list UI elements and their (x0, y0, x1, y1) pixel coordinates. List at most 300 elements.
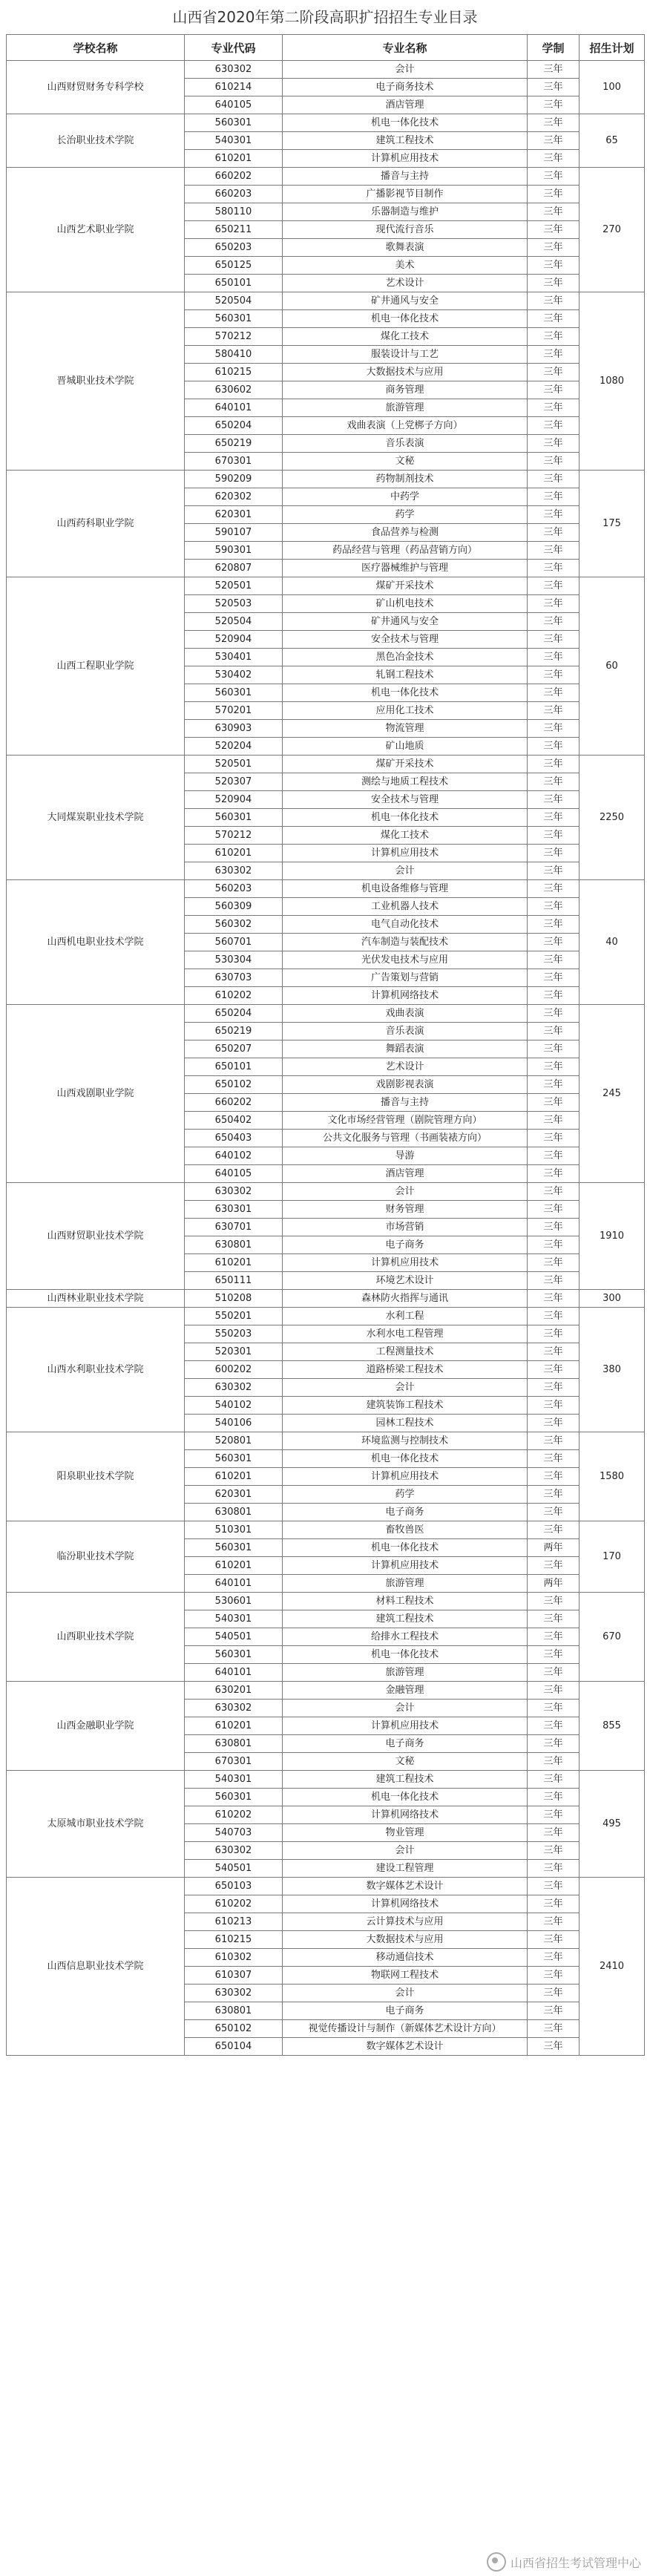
major-code-cell: 540301 (185, 132, 283, 150)
duration-cell: 三年 (528, 1397, 580, 1415)
duration-cell: 三年 (528, 1165, 580, 1183)
duration-cell: 三年 (528, 916, 580, 934)
major-code-cell: 560301 (185, 114, 283, 132)
major-code-cell: 660202 (185, 168, 283, 186)
duration-cell: 三年 (528, 1878, 580, 1895)
major-name-cell: 会计 (283, 61, 528, 79)
major-name-cell: 煤矿开采技术 (283, 577, 528, 595)
major-code-cell: 570212 (185, 827, 283, 845)
duration-cell: 三年 (528, 488, 580, 506)
major-name-cell: 电子商务 (283, 2002, 528, 2020)
major-code-cell: 540501 (185, 1628, 283, 1646)
major-name-cell: 环境艺术设计 (283, 1272, 528, 1290)
major-name-cell: 广告策划与营销 (283, 969, 528, 987)
major-name-cell: 计算机应用技术 (283, 1557, 528, 1575)
duration-cell: 三年 (528, 168, 580, 186)
school-name-cell: 山西职业技术学院 (7, 1593, 185, 1682)
major-code-cell: 610201 (185, 845, 283, 862)
major-name-cell: 建筑装饰工程技术 (283, 1397, 528, 1415)
major-code-cell: 630301 (185, 1201, 283, 1219)
enrollment-plan-cell: 495 (580, 1771, 645, 1878)
major-code-cell: 650402 (185, 1112, 283, 1130)
duration-cell: 三年 (528, 132, 580, 150)
table-row (7, 880, 645, 898)
major-name-cell: 黑色冶金技术 (283, 649, 528, 666)
major-name-cell: 工业机器人技术 (283, 898, 528, 916)
school-name-cell: 大同煤炭职业技术学院 (7, 756, 185, 880)
duration-cell: 三年 (528, 1753, 580, 1771)
major-name-cell: 建筑工程技术 (283, 132, 528, 150)
school-name-cell: 山西戏剧职业学院 (7, 1005, 185, 1183)
major-name-cell: 导游 (283, 1147, 528, 1165)
duration-cell: 三年 (528, 560, 580, 577)
major-name-cell: 旅游管理 (283, 1664, 528, 1682)
duration-cell: 三年 (528, 1682, 580, 1700)
duration-cell: 三年 (528, 1450, 580, 1468)
major-code-cell: 590209 (185, 471, 283, 488)
major-name-cell: 计算机应用技术 (283, 150, 528, 168)
duration-cell: 三年 (528, 720, 580, 738)
major-name-cell: 物业管理 (283, 1824, 528, 1842)
major-name-cell: 戏剧影视表演 (283, 1076, 528, 1094)
major-name-cell: 机电一体化技术 (283, 1539, 528, 1557)
duration-cell: 三年 (528, 1824, 580, 1842)
duration-cell: 三年 (528, 1504, 580, 1521)
major-name-cell: 道路桥梁工程技术 (283, 1361, 528, 1379)
header-plan: 招生计划 (580, 35, 645, 61)
major-code-cell: 610201 (185, 1717, 283, 1735)
major-name-cell: 大数据技术与应用 (283, 1931, 528, 1949)
major-name-cell: 计算机网络技术 (283, 987, 528, 1005)
school-name-cell: 晋城职业技术学院 (7, 292, 185, 471)
table-row (7, 61, 645, 79)
school-name-cell: 山西水利职业技术学院 (7, 1308, 185, 1432)
enrollment-plan-cell: 2410 (580, 1878, 645, 2056)
duration-cell: 三年 (528, 862, 580, 880)
duration-cell: 三年 (528, 2020, 580, 2038)
duration-cell: 三年 (528, 1949, 580, 1967)
major-name-cell: 机电一体化技术 (283, 1646, 528, 1664)
major-name-cell: 矿山地质 (283, 738, 528, 756)
major-code-cell: 650211 (185, 221, 283, 239)
major-code-cell: 560701 (185, 934, 283, 951)
duration-cell: 三年 (528, 951, 580, 969)
major-code-cell: 650125 (185, 257, 283, 275)
major-name-cell: 云计算技术与应用 (283, 1913, 528, 1931)
major-code-cell: 620301 (185, 506, 283, 524)
duration-cell: 三年 (528, 1076, 580, 1094)
major-code-cell: 520501 (185, 756, 283, 773)
major-code-cell: 520904 (185, 631, 283, 649)
major-code-cell: 630302 (185, 862, 283, 880)
duration-cell: 三年 (528, 417, 580, 435)
watermark-text: 山西省招生考试管理中心 (510, 2555, 641, 2570)
duration-cell: 三年 (528, 577, 580, 595)
major-name-cell: 播音与主持 (283, 168, 528, 186)
major-name-cell: 音乐表演 (283, 1023, 528, 1040)
major-code-cell: 630302 (185, 1985, 283, 2002)
major-code-cell: 630701 (185, 1219, 283, 1236)
major-code-cell: 520501 (185, 577, 283, 595)
duration-cell: 三年 (528, 435, 580, 453)
major-code-cell: 610213 (185, 1913, 283, 1931)
major-name-cell: 现代流行音乐 (283, 221, 528, 239)
duration-cell: 三年 (528, 1646, 580, 1664)
major-name-cell: 煤化工技术 (283, 827, 528, 845)
major-name-cell: 电气自动化技术 (283, 916, 528, 934)
duration-cell: 三年 (528, 1432, 580, 1450)
major-name-cell: 机电一体化技术 (283, 809, 528, 827)
wechat-logo-icon (487, 2552, 506, 2572)
major-name-cell: 戏曲表演（上党梆子方向） (283, 417, 528, 435)
major-name-cell: 建筑工程技术 (283, 1771, 528, 1789)
duration-cell: 三年 (528, 1771, 580, 1789)
duration-cell: 三年 (528, 1860, 580, 1878)
major-name-cell: 音乐表演 (283, 435, 528, 453)
duration-cell: 三年 (528, 1023, 580, 1040)
duration-cell: 三年 (528, 1628, 580, 1646)
major-name-cell: 艺术设计 (283, 275, 528, 292)
major-name-cell: 机电一体化技术 (283, 684, 528, 702)
enrollment-plan-cell: 670 (580, 1593, 645, 1682)
duration-cell: 三年 (528, 310, 580, 328)
duration-cell: 三年 (528, 666, 580, 684)
duration-cell: 三年 (528, 1593, 580, 1610)
duration-cell: 三年 (528, 1557, 580, 1575)
major-name-cell: 大数据技术与应用 (283, 364, 528, 381)
table-row (7, 471, 645, 488)
major-code-cell: 610302 (185, 1949, 283, 1967)
major-name-cell: 轧钢工程技术 (283, 666, 528, 684)
major-name-cell: 机电一体化技术 (283, 1450, 528, 1468)
major-name-cell: 煤矿开采技术 (283, 756, 528, 773)
major-code-cell: 650204 (185, 417, 283, 435)
duration-cell: 三年 (528, 702, 580, 720)
duration-cell: 三年 (528, 791, 580, 809)
major-name-cell: 计算机应用技术 (283, 1468, 528, 1486)
major-name-cell: 旅游管理 (283, 1575, 528, 1593)
major-name-cell: 舞蹈表演 (283, 1040, 528, 1058)
enrollment-plan-cell: 855 (580, 1682, 645, 1771)
major-code-cell: 610215 (185, 364, 283, 381)
major-name-cell: 会计 (283, 1700, 528, 1717)
duration-cell: 三年 (528, 1361, 580, 1379)
duration-cell: 三年 (528, 595, 580, 613)
duration-cell: 三年 (528, 346, 580, 364)
table-row (7, 1308, 645, 1325)
major-code-cell: 520503 (185, 595, 283, 613)
major-code-cell: 560302 (185, 916, 283, 934)
enrollment-plan-cell: 60 (580, 577, 645, 756)
duration-cell: 三年 (528, 1895, 580, 1913)
major-name-cell: 乐器制造与维护 (283, 203, 528, 221)
major-name-cell: 机电一体化技术 (283, 310, 528, 328)
major-code-cell: 650219 (185, 1023, 283, 1040)
major-code-cell: 520801 (185, 1432, 283, 1450)
major-code-cell: 630302 (185, 1842, 283, 1860)
duration-cell: 三年 (528, 1415, 580, 1432)
major-code-cell: 650403 (185, 1130, 283, 1147)
major-code-cell: 640101 (185, 399, 283, 417)
major-code-cell: 590301 (185, 542, 283, 560)
major-code-cell: 620302 (185, 488, 283, 506)
major-name-cell: 财务管理 (283, 1201, 528, 1219)
major-code-cell: 630302 (185, 1183, 283, 1201)
duration-cell: 三年 (528, 1219, 580, 1236)
table-row (7, 1521, 645, 1539)
enrollment-plan-cell: 1080 (580, 292, 645, 471)
major-code-cell: 560203 (185, 880, 283, 898)
major-code-cell: 530402 (185, 666, 283, 684)
table-row (7, 168, 645, 186)
major-name-cell: 药学 (283, 506, 528, 524)
major-code-cell: 510301 (185, 1521, 283, 1539)
duration-cell: 三年 (528, 239, 580, 257)
duration-cell: 三年 (528, 649, 580, 666)
duration-cell: 三年 (528, 275, 580, 292)
major-code-cell: 650102 (185, 2020, 283, 2038)
major-code-cell: 610202 (185, 987, 283, 1005)
school-name-cell: 山西艺术职业学院 (7, 168, 185, 292)
major-name-cell: 建筑工程技术 (283, 1610, 528, 1628)
major-name-cell: 中药学 (283, 488, 528, 506)
major-code-cell: 670301 (185, 453, 283, 471)
major-code-cell: 650207 (185, 1040, 283, 1058)
duration-cell: 三年 (528, 1913, 580, 1931)
duration-cell: 三年 (528, 898, 580, 916)
major-code-cell: 620807 (185, 560, 283, 577)
duration-cell: 三年 (528, 1290, 580, 1308)
school-name-cell: 太原城市职业技术学院 (7, 1771, 185, 1878)
major-code-cell: 610202 (185, 1806, 283, 1824)
major-name-cell: 文秘 (283, 453, 528, 471)
duration-cell: 三年 (528, 1931, 580, 1949)
major-name-cell: 会计 (283, 1985, 528, 2002)
major-code-cell: 570201 (185, 702, 283, 720)
major-name-cell: 会计 (283, 1842, 528, 1860)
school-name-cell: 山西金融职业学院 (7, 1682, 185, 1771)
duration-cell: 三年 (528, 969, 580, 987)
major-code-cell: 540301 (185, 1771, 283, 1789)
major-name-cell: 文化市场经营管理（剧院管理方向） (283, 1112, 528, 1130)
page-title: 山西省2020年第二阶段高职扩招招生专业目录 (172, 8, 478, 26)
major-name-cell: 文秘 (283, 1753, 528, 1771)
duration-cell: 三年 (528, 1468, 580, 1486)
major-code-cell: 520504 (185, 613, 283, 631)
header-code: 专业代码 (185, 35, 283, 61)
major-code-cell: 630201 (185, 1682, 283, 1700)
major-name-cell: 计算机应用技术 (283, 845, 528, 862)
duration-cell: 三年 (528, 1254, 580, 1272)
major-code-cell: 560301 (185, 310, 283, 328)
table-row (7, 1593, 645, 1610)
table-row (7, 1005, 645, 1023)
major-code-cell: 630801 (185, 2002, 283, 2020)
duration-cell: 三年 (528, 631, 580, 649)
duration-cell: 三年 (528, 1325, 580, 1343)
major-code-cell: 610201 (185, 1557, 283, 1575)
header-duration: 学制 (528, 35, 580, 61)
major-code-cell: 540102 (185, 1397, 283, 1415)
major-code-cell: 520307 (185, 773, 283, 791)
major-code-cell: 530601 (185, 1593, 283, 1610)
duration-cell: 三年 (528, 1700, 580, 1717)
duration-cell: 三年 (528, 1147, 580, 1165)
duration-cell: 三年 (528, 453, 580, 471)
major-code-cell: 640102 (185, 1147, 283, 1165)
major-name-cell: 会计 (283, 1379, 528, 1397)
duration-cell: 三年 (528, 292, 580, 310)
major-code-cell: 610201 (185, 150, 283, 168)
table-row (7, 756, 645, 773)
major-name-cell: 汽车制造与装配技术 (283, 934, 528, 951)
major-code-cell: 560301 (185, 684, 283, 702)
major-name-cell: 建设工程管理 (283, 1860, 528, 1878)
major-code-cell: 630801 (185, 1735, 283, 1753)
duration-cell: 三年 (528, 934, 580, 951)
major-code-cell: 540301 (185, 1610, 283, 1628)
duration-cell: 三年 (528, 1272, 580, 1290)
major-name-cell: 商务管理 (283, 381, 528, 399)
major-name-cell: 矿山机电技术 (283, 595, 528, 613)
major-name-cell: 水利工程 (283, 1308, 528, 1325)
header-school: 学校名称 (7, 35, 185, 61)
table-row (7, 1771, 645, 1789)
duration-cell: 三年 (528, 1130, 580, 1147)
duration-cell: 三年 (528, 328, 580, 346)
major-name-cell: 戏曲表演 (283, 1005, 528, 1023)
duration-cell: 三年 (528, 1183, 580, 1201)
watermark (487, 2552, 641, 2572)
major-code-cell: 520504 (185, 292, 283, 310)
duration-cell: 三年 (528, 756, 580, 773)
major-name-cell: 工程测量技术 (283, 1343, 528, 1361)
major-name-cell: 旅游管理 (283, 399, 528, 417)
major-code-cell: 650203 (185, 239, 283, 257)
header-major: 专业名称 (283, 35, 528, 61)
duration-cell: 三年 (528, 613, 580, 631)
major-code-cell: 560301 (185, 809, 283, 827)
major-code-cell: 530304 (185, 951, 283, 969)
duration-cell: 三年 (528, 506, 580, 524)
duration-cell: 三年 (528, 203, 580, 221)
major-code-cell: 610215 (185, 1931, 283, 1949)
enrollment-plan-cell: 65 (580, 114, 645, 168)
major-code-cell: 610307 (185, 1967, 283, 1985)
major-name-cell: 电子商务 (283, 1504, 528, 1521)
major-name-cell: 艺术设计 (283, 1058, 528, 1076)
duration-cell: 三年 (528, 845, 580, 862)
major-name-cell: 环境监测与控制技术 (283, 1432, 528, 1450)
table-row (7, 1183, 645, 1201)
table-body (7, 61, 645, 2056)
major-code-cell: 640101 (185, 1575, 283, 1593)
duration-cell: 三年 (528, 186, 580, 203)
major-code-cell: 640101 (185, 1664, 283, 1682)
enrollment-plan-cell: 300 (580, 1290, 645, 1308)
duration-cell: 三年 (528, 987, 580, 1005)
major-code-cell: 540106 (185, 1415, 283, 1432)
duration-cell: 三年 (528, 1308, 580, 1325)
duration-cell: 三年 (528, 221, 580, 239)
enrollment-plan-cell: 170 (580, 1521, 645, 1593)
major-name-cell: 计算机应用技术 (283, 1254, 528, 1272)
school-name-cell: 山西林业职业技术学院 (7, 1290, 185, 1308)
duration-cell: 三年 (528, 257, 580, 275)
duration-cell: 三年 (528, 150, 580, 168)
major-code-cell: 630302 (185, 1700, 283, 1717)
major-code-cell: 650103 (185, 1878, 283, 1895)
major-code-cell: 610202 (185, 1895, 283, 1913)
major-code-cell: 580410 (185, 346, 283, 364)
duration-cell: 三年 (528, 1058, 580, 1076)
major-code-cell: 570212 (185, 328, 283, 346)
major-name-cell: 畜牧兽医 (283, 1521, 528, 1539)
school-name-cell: 山西工程职业学院 (7, 577, 185, 756)
duration-cell: 两年 (528, 1575, 580, 1593)
major-name-cell: 安全技术与管理 (283, 631, 528, 649)
school-name-cell: 阳泉职业技术学院 (7, 1432, 185, 1521)
duration-cell: 三年 (528, 1486, 580, 1504)
major-name-cell: 森林防火指挥与通讯 (283, 1290, 528, 1308)
enrollment-plan-cell: 100 (580, 61, 645, 114)
major-code-cell: 600202 (185, 1361, 283, 1379)
duration-cell: 三年 (528, 1985, 580, 2002)
major-code-cell: 610214 (185, 79, 283, 96)
duration-cell: 三年 (528, 684, 580, 702)
major-name-cell: 数字媒体艺术设计 (283, 2038, 528, 2056)
duration-cell: 三年 (528, 1201, 580, 1219)
major-name-cell: 材料工程技术 (283, 1593, 528, 1610)
enrollment-plan-cell: 1910 (580, 1183, 645, 1290)
table-row (7, 1878, 645, 1895)
duration-cell: 三年 (528, 1521, 580, 1539)
major-name-cell: 电子商务 (283, 1735, 528, 1753)
major-code-cell: 650104 (185, 2038, 283, 2056)
duration-cell: 三年 (528, 1343, 580, 1361)
table-row (7, 292, 645, 310)
major-code-cell: 650219 (185, 435, 283, 453)
major-code-cell: 630302 (185, 61, 283, 79)
school-name-cell: 山西财贸财务专科学校 (7, 61, 185, 114)
major-code-cell: 520204 (185, 738, 283, 756)
major-name-cell: 药品经营与管理（药品营销方向） (283, 542, 528, 560)
duration-cell: 三年 (528, 880, 580, 898)
major-code-cell: 560309 (185, 898, 283, 916)
major-name-cell: 酒店管理 (283, 96, 528, 114)
duration-cell: 三年 (528, 381, 580, 399)
major-name-cell: 测绘与地质工程技术 (283, 773, 528, 791)
duration-cell: 三年 (528, 1236, 580, 1254)
major-code-cell: 630703 (185, 969, 283, 987)
duration-cell: 三年 (528, 2002, 580, 2020)
major-name-cell: 光伏发电技术与应用 (283, 951, 528, 969)
major-name-cell: 计算机应用技术 (283, 1717, 528, 1735)
duration-cell: 三年 (528, 1112, 580, 1130)
major-code-cell: 650101 (185, 275, 283, 292)
major-code-cell: 650204 (185, 1005, 283, 1023)
duration-cell: 三年 (528, 1842, 580, 1860)
enrollment-plan-cell: 245 (580, 1005, 645, 1183)
major-code-cell: 560301 (185, 1789, 283, 1806)
major-name-cell: 酒店管理 (283, 1165, 528, 1183)
major-code-cell: 540501 (185, 1860, 283, 1878)
duration-cell: 三年 (528, 1610, 580, 1628)
major-code-cell: 520904 (185, 791, 283, 809)
major-name-cell: 应用化工技术 (283, 702, 528, 720)
duration-cell: 三年 (528, 1967, 580, 1985)
school-name-cell: 山西信息职业技术学院 (7, 1878, 185, 2056)
